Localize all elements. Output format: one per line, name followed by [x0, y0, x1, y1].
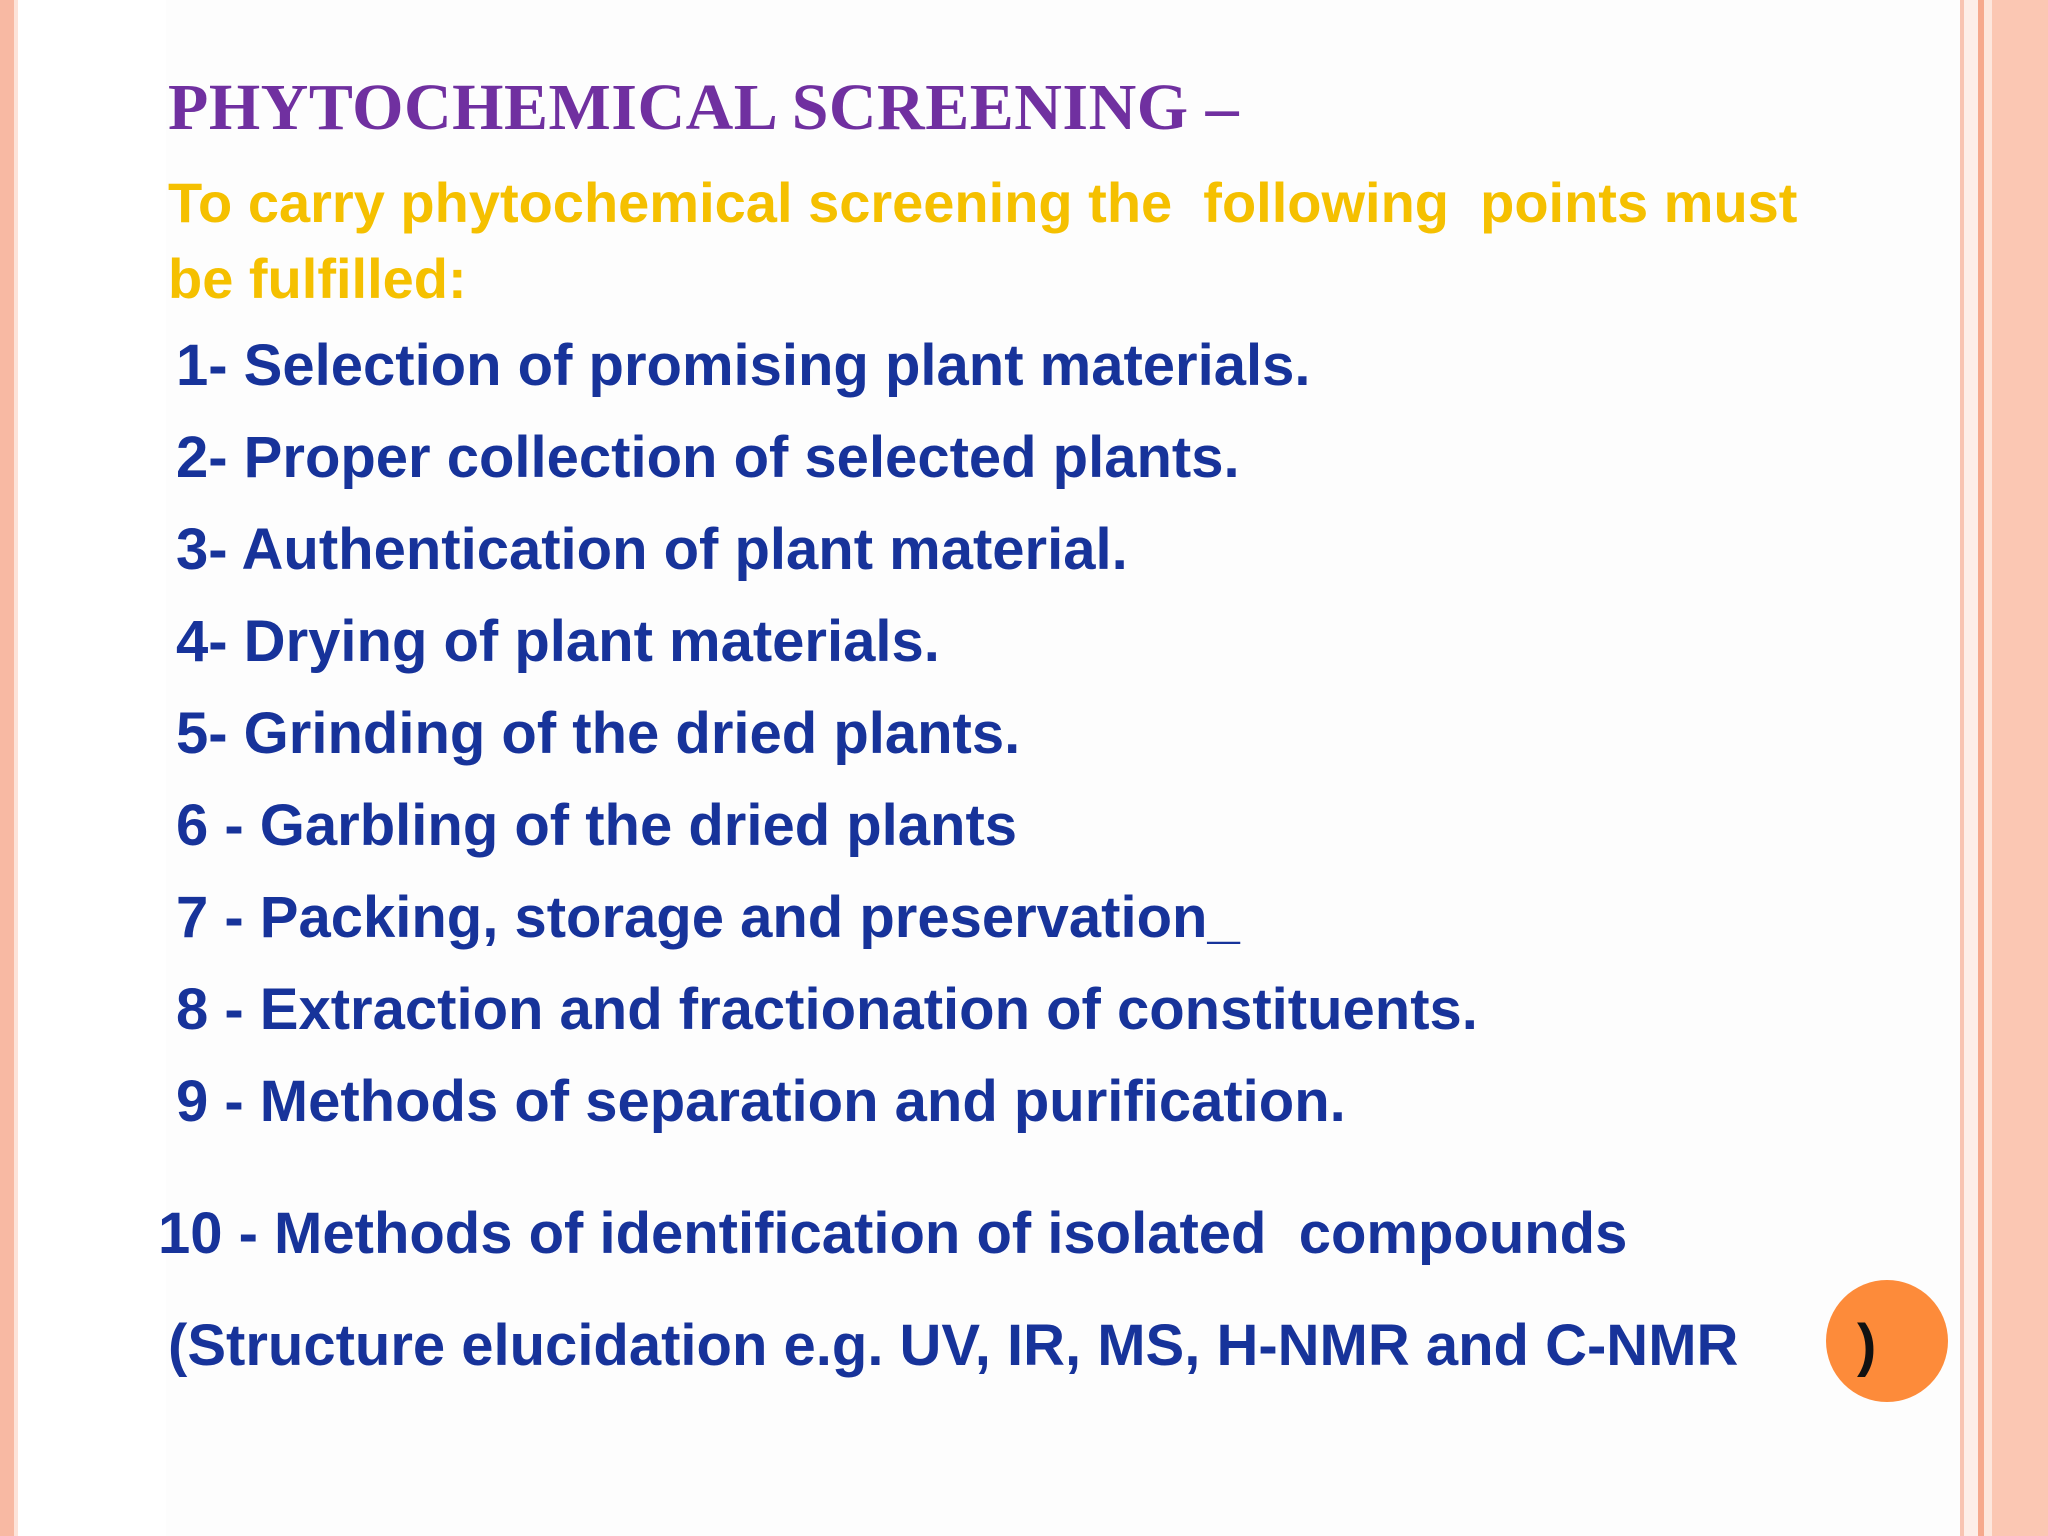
left-border-stripe [0, 0, 14, 1536]
left-border-inner [14, 0, 18, 1536]
list-item: 8 - Extraction and fractionation of constituents. [176, 977, 1478, 1042]
closing-parenthesis: ) [1857, 1313, 1877, 1378]
list-item: 3- Authentication of plant material. [176, 517, 1128, 582]
list-item: 10 - Methods of identification of isolated compounds [158, 1201, 1628, 1266]
list-item: (Structure elucidation e.g. UV, IR, MS, H-NMR and C-NMR [168, 1313, 1739, 1378]
right-border-band [1992, 0, 2048, 1536]
list-item: 7 - Packing, storage and preservation_ [176, 885, 1240, 950]
slide-title: PHYTOCHEMICAL SCREENING – [168, 71, 1240, 144]
list-item: 6 - Garbling of the dried plants [176, 793, 1018, 858]
list-item: 1- Selection of promising plant materials. [176, 333, 1311, 398]
list-item: 4- Drying of plant materials. [176, 609, 940, 674]
list-item: 5- Grinding of the dried plants. [176, 701, 1021, 766]
right-border-band [1984, 0, 1992, 1536]
list-item: 9 - Methods of separation and purification. [176, 1069, 1346, 1134]
orange-circle-decoration [1826, 1280, 1948, 1402]
list-item: 2- Proper collection of selected plants. [176, 425, 1240, 490]
right-border-band [1964, 0, 1978, 1536]
slide-subtitle: To carry phytochemical screening the following points must be fulfilled: [168, 171, 1845, 310]
